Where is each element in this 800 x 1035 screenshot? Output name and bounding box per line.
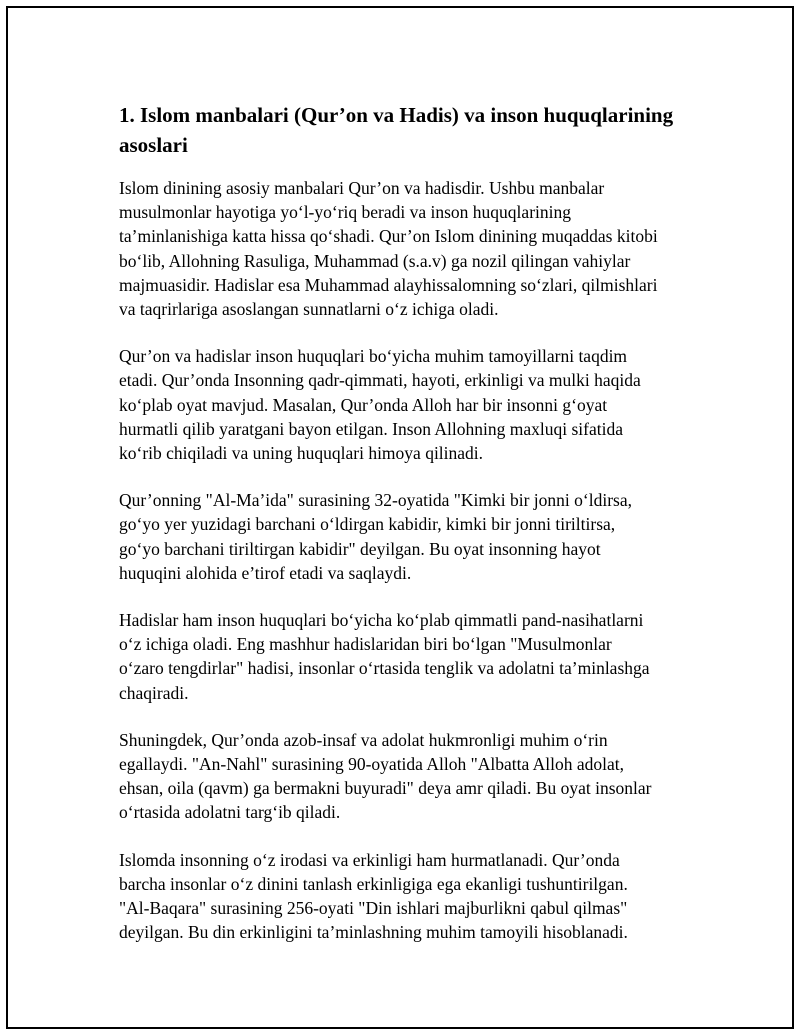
text-line: bo‘lib, Allohning Rasuliga, Muhammad (s.a.v) ga nozil qilingan vahiylar (119, 250, 631, 271)
document-content (119, 100, 701, 967)
text-line: chaqiradi. (119, 682, 189, 703)
text-line: hurmatli qilib yaratgani bayon etilgan. Inson Allohning maxluqi sifatida (119, 418, 624, 439)
text-line: etadi. Qur’onda Insonning qadr-qimmati, hayoti, erkinligi va mulki haqida (119, 370, 641, 391)
text-line: majmuasidir. Hadislar esa Muhammad alayhissalomning so‘zlari, qilmishlari (119, 274, 658, 295)
heading-line: 1. Islom manbalari (Qur’on va Hadis) va inson huquqlarining (119, 103, 674, 127)
paragraph (119, 176, 701, 321)
text-line: go‘yo barchani tiriltirgan kabidir" deyilgan. Bu oyat insonning hayot (119, 538, 601, 559)
text-line: Qur’onning "Al-Ma’ida" surasining 32-oyatida "Kimki bir jonni o‘ldirsa, (119, 490, 632, 511)
paragraph (119, 488, 701, 585)
text-line: go‘yo yer yuzidagi barchani o‘ldirgan kabidir, kimki bir jonni tiriltirsa, (119, 514, 616, 535)
text-line: deyilgan. Bu din erkinligini ta’minlashning muhim tamoyili hisoblanadi. (119, 922, 628, 943)
text-line: Shuningdek, Qur’onda azob-insaf va adolat hukmronligi muhim o‘rin (119, 729, 608, 750)
text-line: o‘z ichiga oladi. Eng mashhur hadislaridan biri bo‘lgan "Musulmonlar (119, 634, 612, 655)
text-line: o‘rtasida adolatni targ‘ib qiladi. (119, 802, 341, 823)
paragraph (119, 344, 701, 465)
text-line: egallaydi. "An-Nahl" surasining 90-oyatida Alloh "Albatta Alloh adolat, (119, 754, 625, 775)
text-line: musulmonlar hayotiga yo‘l-yo‘riq beradi va inson huquqlarining (119, 202, 571, 223)
text-line: ko‘rib chiqiladi va uning huquqlari himoya qilinadi. (119, 443, 484, 464)
page-frame (6, 6, 794, 1029)
section-heading (119, 100, 701, 160)
text-line: huquqini alohida e’tirof etadi va saqlaydi. (119, 562, 412, 583)
text-line: ehsan, oila (qavm) ga bermakni buyuradi" deya amr qiladi. Bu oyat insonlar (119, 778, 652, 799)
text-line: ta’minlanishiga katta hissa qo‘shadi. Qur’on Islom dinining muqaddas kitobi (119, 226, 658, 247)
text-line: barcha insonlar o‘z dinini tanlash erkinligiga ega ekanligi tushuntirilgan. (119, 873, 628, 894)
paragraph (119, 608, 701, 705)
text-line: Qur’on va hadislar inson huquqlari bo‘yicha muhim tamoyillarni taqdim (119, 346, 628, 367)
text-line: Islom dinining asosiy manbalari Qur’on va hadisdir. Ushbu manbalar (119, 178, 605, 198)
heading-line: asoslari (119, 133, 188, 157)
text-line: o‘zaro tengdirlar" hadisi, insonlar o‘rtasida tenglik va adolatni ta’minlashga (119, 658, 650, 679)
text-line: ko‘plab oyat mavjud. Masalan, Qur’onda Alloh har bir insonni g‘oyat (119, 394, 608, 415)
paragraph (119, 728, 701, 825)
text-line: va taqrirlariga asoslangan sunnatlarni o‘z ichiga oladi. (119, 299, 499, 320)
text-line: Hadislar ham inson huquqlari bo‘yicha ko‘plab qimmatli pand-nasihatlarni (119, 610, 644, 631)
text-line: "Al-Baqara" surasining 256-oyati "Din ishlari majburlikni qabul qilmas" (119, 898, 628, 919)
text-line: Islomda insonning o‘z irodasi va erkinligi ham hurmatlanadi. Qur’onda (119, 849, 620, 870)
paragraph (119, 848, 701, 945)
